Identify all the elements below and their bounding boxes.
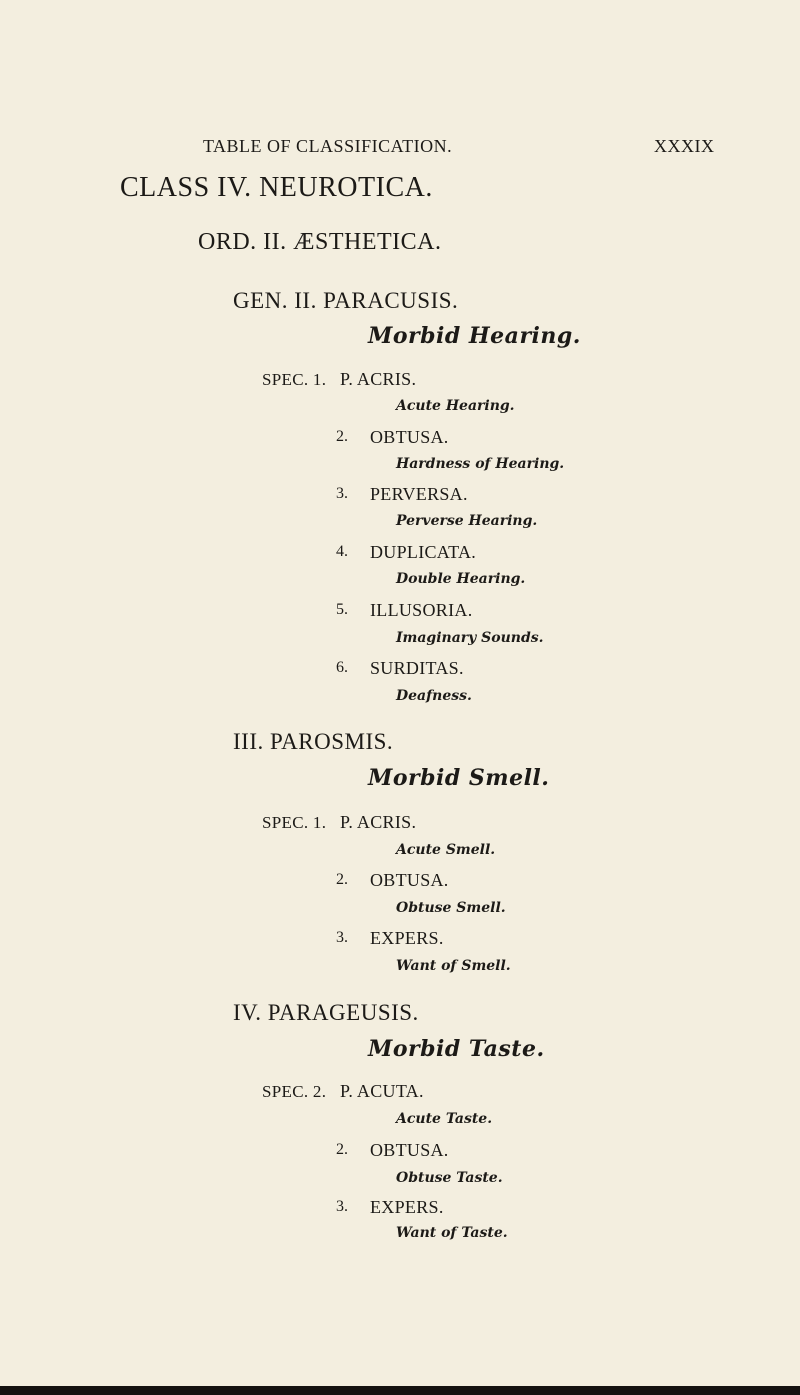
spec-label: SPEC. 2. (262, 1082, 327, 1101)
genus-heading-paracusis: GEN. II. PARACUSIS. (233, 288, 459, 313)
species-english: Acute Hearing. (396, 398, 515, 414)
running-header-title: TABLE OF CLASSIFICATION. (203, 136, 453, 156)
species-english: Obtuse Smell. (396, 900, 506, 916)
spec-label: SPEC. 1. (262, 813, 327, 832)
species-name: EXPERS. (370, 928, 444, 948)
species-name: ILLUSORIA. (370, 600, 473, 620)
species-english: Acute Taste. (396, 1111, 493, 1127)
species-name: PERVERSA. (370, 484, 468, 504)
species-english: Want of Taste. (396, 1225, 508, 1241)
species-english: Imaginary Sounds. (396, 630, 544, 646)
species-number: 3. (336, 1198, 348, 1215)
species-name: SURDITAS. (370, 658, 464, 678)
spec-label: SPEC. 1. (262, 370, 327, 389)
species-english: Deafness. (396, 688, 472, 704)
page-number: XXXIX (654, 136, 715, 156)
species-english: Want of Smell. (396, 958, 511, 974)
species-number: 2. (336, 1141, 348, 1158)
species-number: 2. (336, 428, 348, 445)
species-name: OBTUSA. (370, 427, 449, 447)
species-english: Acute Smell. (396, 842, 496, 858)
species-name: OBTUSA. (370, 870, 449, 890)
species-english: Hardness of Hearing. (396, 456, 565, 472)
species-number: 6. (336, 659, 348, 676)
order-title: ORD. II. ÆSTHETICA. (198, 229, 442, 255)
species-number: 5. (336, 601, 348, 618)
species-name: P. ACRIS. (340, 812, 417, 832)
species-english: Perverse Hearing. (396, 513, 538, 529)
species-name: DUPLICATA. (370, 542, 477, 562)
page-bottom-edge (0, 1386, 800, 1395)
species-number: 3. (336, 929, 348, 946)
class-title: CLASS IV. NEUROTICA. (120, 172, 433, 203)
species-name: P. ACRIS. (340, 369, 417, 389)
species-name: OBTUSA. (370, 1140, 449, 1160)
species-number: 4. (336, 543, 348, 560)
species-name: EXPERS. (370, 1197, 444, 1217)
species-number: 3. (336, 485, 348, 502)
species-number: 2. (336, 871, 348, 888)
genus-english-paracusis: Morbid Hearing. (368, 323, 581, 349)
genus-english-parageusis: Morbid Taste. (368, 1036, 545, 1062)
genus-heading-parosmis: III. PAROSMIS. (233, 729, 394, 754)
genus-heading-parageusis: IV. PARAGEUSIS. (233, 1000, 419, 1025)
species-english: Obtuse Taste. (396, 1170, 503, 1186)
species-english: Double Hearing. (396, 571, 526, 587)
species-name: P. ACUTA. (340, 1081, 424, 1101)
genus-english-parosmis: Morbid Smell. (368, 765, 550, 791)
